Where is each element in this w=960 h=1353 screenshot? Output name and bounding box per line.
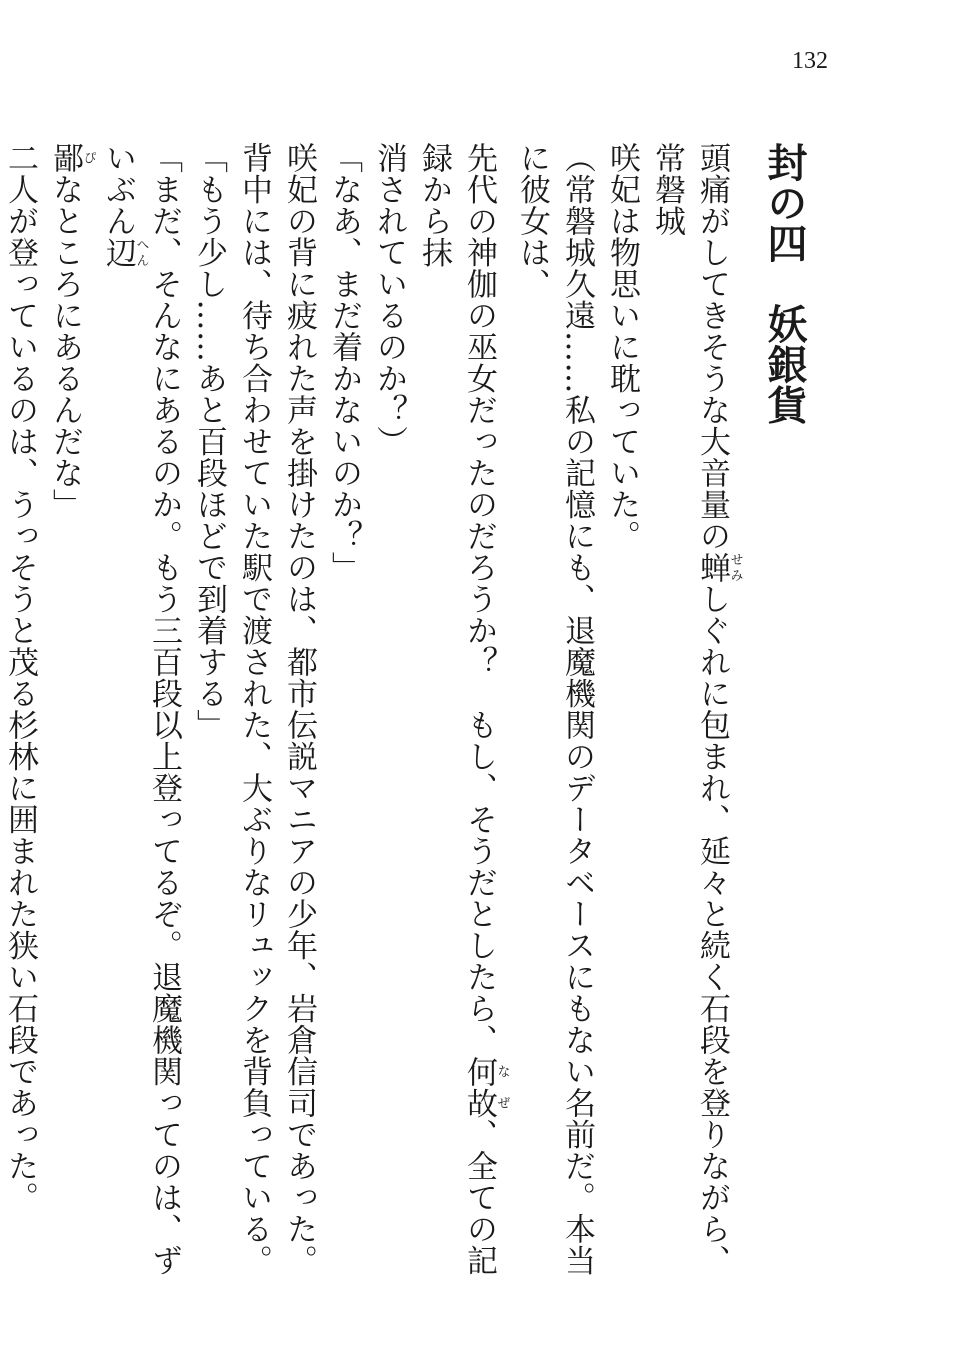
text-line: 咲妃の背に疲れた声を掛けたのは、都市伝説マニアの少年、岩倉信司であった。 [281, 142, 317, 1276]
text-line: （常磐城久遠……私の記憶にも、退魔機関のデータベースにもない名前だ。本当に彼女は、 [514, 142, 595, 1276]
ruby-annotation: 何故なぜ [461, 1055, 510, 1119]
text-line: 消されているのか？） [371, 142, 407, 457]
chapter-label: 封の四 [761, 142, 807, 264]
text-line: 背中には、待ち合わせていた駅で渡された、大ぶりなリュックを背負っている。 [236, 142, 272, 1276]
page-number: 132 [792, 48, 828, 74]
chapter-heading [752, 142, 812, 1282]
text-line: 鄙ぴなところにあるんだな」 [47, 142, 96, 520]
text-line: 二人が登っているのは、うっそうと茂る杉林に囲まれた狭い石段であった。 [2, 142, 38, 1213]
chapter-title: 妖銀貨 [761, 303, 807, 425]
text-line: 「なあ、まだ着かないのか？」 [326, 142, 362, 583]
body-text [2, 142, 743, 1282]
text-line: 「もう少し……あと百段ほどで到着する」 [191, 142, 227, 741]
text-line: 先代の神伽の巫女だったのだろうか？ もし、そうだとしたら、何故なぜ、全ての記録から抹 [416, 142, 510, 1276]
text-line: 頭痛がしてきそうな大音量の蝉せみしぐれに包まれ、延々と続く石段を登りながら、常磐城 [649, 142, 743, 1276]
text-line: 咲妃は物思いに耽っていた。 [604, 142, 640, 552]
ruby-annotation: 辺へん [100, 236, 149, 268]
ruby-annotation: 鄙ぴ [47, 142, 96, 174]
text-line: 「まだ、そんなにあるのか。もう三百段以上登ってるぞ。退魔機関ってのは、ずいぶん辺へん [100, 142, 182, 1276]
ruby-annotation: 蝉せみ [694, 551, 743, 583]
